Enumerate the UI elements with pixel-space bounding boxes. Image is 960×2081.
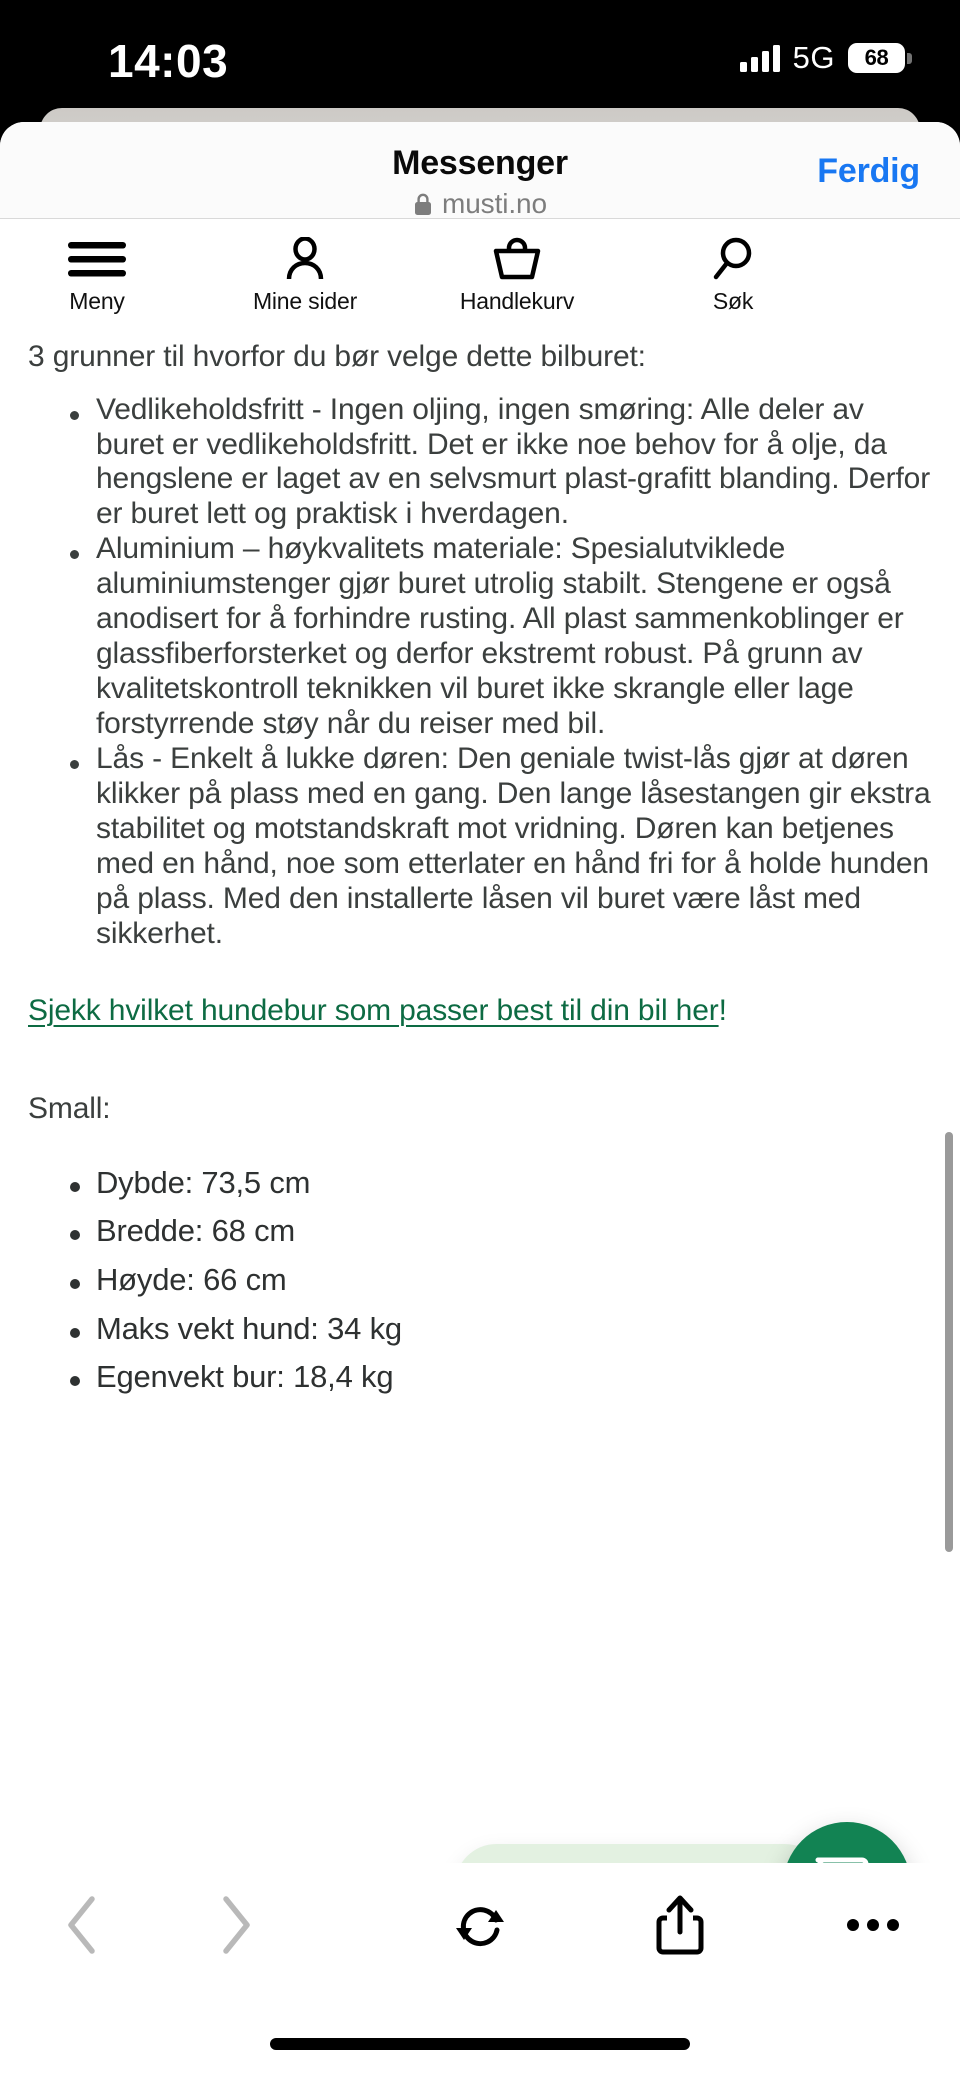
chevron-right-icon	[215, 1894, 255, 1956]
search-icon	[710, 237, 756, 281]
back-button[interactable]	[48, 1890, 118, 1960]
nav-label: Søk	[712, 288, 754, 314]
home-indicator	[270, 2038, 690, 2050]
chevron-left-icon	[63, 1894, 103, 1956]
browser-bottom-toolbar	[0, 1863, 960, 2081]
list-item: Høyde: 66 cm	[28, 1262, 932, 1299]
status-bar-network: 5G	[792, 40, 835, 75]
nav-label: Mine sider	[252, 288, 358, 314]
article-content	[0, 314, 960, 1396]
list-item: Lås - Enkelt å lukke døren: Den geniale twist-lås gjør at døren klikker på plass med en gang. Den lange låsestangen gir ekstra stabilitet og motstandskraft mot vridning. Døren kan betjenes med en hånd, noe som etterlater en hånd fri for å holde hunden på plass. Med den installerte låsen vil buret være låst med sikkerhet.	[28, 742, 932, 952]
done-button[interactable]: Ferdig	[817, 152, 920, 190]
browser-url-row	[0, 188, 960, 220]
reload-button[interactable]	[445, 1890, 515, 1960]
list-item: Bredde: 68 cm	[28, 1213, 932, 1250]
share-icon	[655, 1894, 705, 1956]
status-bar	[0, 0, 960, 118]
list-item: Dybde: 73,5 cm	[28, 1165, 932, 1202]
list-item: Maks vekt hund: 34 kg	[28, 1311, 932, 1348]
site-navigation	[0, 219, 960, 314]
more-options-button[interactable]	[838, 1890, 908, 1960]
guide-link-suffix: !	[718, 993, 727, 1027]
browser-domain: musti.no	[441, 188, 548, 219]
shopping-basket-icon	[492, 237, 542, 281]
status-bar-time: 14:03	[108, 35, 229, 87]
nav-label: Meny	[69, 288, 125, 314]
in-app-browser-sheet	[0, 122, 960, 2081]
forward-button[interactable]	[200, 1890, 270, 1960]
hamburger-menu-icon	[66, 237, 128, 281]
nav-item-meny[interactable]	[22, 237, 172, 315]
reload-icon	[452, 1896, 508, 1954]
page-title: Messenger	[392, 144, 568, 182]
list-item: Egenvekt bur: 18,4 kg	[28, 1359, 932, 1396]
nav-label: Handlekurv	[459, 288, 575, 314]
list-item: Aluminium – høykvalitets materiale: Spesialutviklede aluminiumstenger gjør buret utrolig stabilt. Stengene er også anodisert for å forhindre rusting. All plast sammenkoblinger er glassfiberforsterket og derfor ekstremt robust. På grunn av kvalitetskontroll teknikken vil buret ikke skrangle eller lage forstyrrende støy når du reiser med bil.	[28, 532, 932, 742]
signal-bars-icon	[740, 44, 780, 72]
battery-percent: 68	[864, 45, 889, 70]
share-button[interactable]	[645, 1890, 715, 1960]
size-heading: Small:	[28, 1092, 111, 1126]
nav-item-mine-sider[interactable]	[230, 237, 380, 315]
nav-item-sok[interactable]	[658, 237, 808, 315]
spec-list	[28, 1165, 932, 1396]
page-scrollbar[interactable]	[945, 1132, 953, 1552]
reasons-list	[28, 393, 932, 952]
list-item: Vedlikeholdsfritt - Ingen oljing, ingen smøring: Alle deler av buret er vedlikeholdsfritt. Det er ikke noe behov for å olje, da hengslene er laget av en selvsmurt plast-grafitt blanding. Derfor er buret lett og praktisk i hverdagen.	[28, 393, 932, 533]
guide-link[interactable]: Sjekk hvilket hundebur som passer best til din bil her	[28, 993, 719, 1027]
battery-icon	[848, 43, 912, 73]
nav-item-handlekurv[interactable]	[442, 237, 592, 315]
ellipsis-icon	[845, 1915, 901, 1935]
user-account-icon	[282, 237, 328, 281]
browser-top-bar	[0, 122, 960, 219]
lock-icon	[413, 192, 433, 216]
guide-link-paragraph	[28, 990, 932, 1033]
status-bar-indicators	[740, 40, 912, 76]
article-lead: 3 grunner til hvorfor du bør velge dette bilburet:	[28, 340, 646, 373]
